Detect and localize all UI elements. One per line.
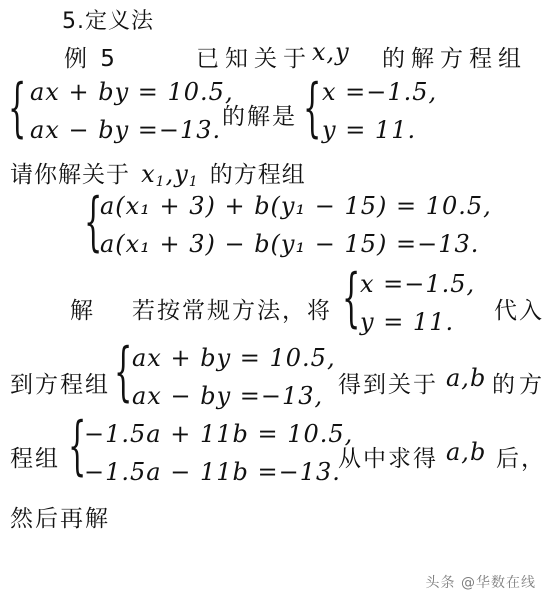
answer-label: 解 <box>70 298 94 324</box>
line-c-vars: a,b <box>446 438 487 466</box>
question-var-x: $x_1$ <box>141 160 166 190</box>
example-intro: 已知关于 <box>196 46 312 72</box>
line-c-sys-eq2: −1.5a − 11b =−13. <box>84 458 341 486</box>
brace: { <box>303 71 322 145</box>
system2-eq2: y = 11. <box>322 116 417 144</box>
example-label: 例 5 <box>64 46 118 72</box>
system3-eq1: a(x₁ + 3) + b(y₁ − 15) = 10.5, <box>100 192 492 220</box>
line-b-text-1: 到方程组 <box>10 372 110 398</box>
system2-eq1: x =−1.5, <box>322 78 438 106</box>
example-vars: x,y <box>312 38 350 66</box>
line-c-text-2: 从中求得 <box>338 446 438 472</box>
question-var-y: $y_1$ <box>174 160 199 190</box>
line-c-text-1: 程组 <box>10 446 60 472</box>
line-b-sys-eq2: ax − by =−13, <box>132 382 324 410</box>
system3-eq2: a(x₁ + 3) − b(y₁ − 15) =−13. <box>100 230 480 258</box>
line-b-text-2: 得到关于 <box>338 372 438 398</box>
example-intro-2: 的解方程组 <box>382 46 527 72</box>
brace: { <box>84 185 103 259</box>
line-c-sys-eq1: −1.5a + 11b = 10.5, <box>84 420 354 448</box>
brace: { <box>342 261 361 335</box>
question-line: 请你解关于 $x_1,y_1$ 的方程组 <box>10 160 306 190</box>
line-b-vars: a,b <box>446 364 487 392</box>
line-d: 然后再解 <box>10 506 110 532</box>
brace: { <box>68 409 87 483</box>
line-c-text-3: 后， <box>496 446 546 472</box>
brace: { <box>114 335 133 409</box>
watermark: 头条 @华数在线 <box>425 575 536 591</box>
system1-eq1: ax + by = 10.5, <box>30 78 234 106</box>
answer-sys-eq2: y = 11. <box>360 308 455 336</box>
answer-text-1: 若按常规方法，将 <box>132 298 332 324</box>
system1-eq2: ax − by =−13. <box>30 116 222 144</box>
question-suffix: 的方程组 <box>209 162 306 188</box>
question-prefix: 请你解关于 <box>10 162 130 188</box>
section-title: 5.定义法 <box>62 9 154 34</box>
solution-label: 的解是 <box>222 104 297 130</box>
line-b-sys-eq1: ax + by = 10.5, <box>132 344 336 372</box>
brace: { <box>8 71 27 145</box>
answer-text-2: 代入 <box>494 298 544 324</box>
answer-sys-eq1: x =−1.5, <box>360 270 476 298</box>
line-b-text-3: 的方 <box>492 372 546 398</box>
